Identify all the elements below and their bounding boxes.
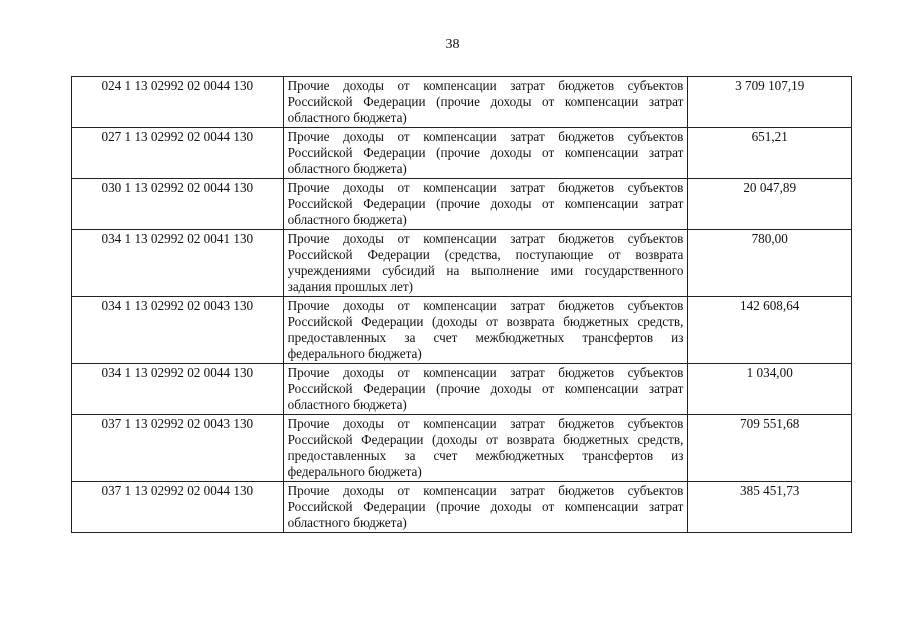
- revenue-description: Прочие доходы от компенсации затрат бюджетов субъектов Российской Федерации (доходы от возврата бюджетных средств, предоставленных за счет межбюджетных трансфертов из федерального бюджета): [283, 297, 688, 364]
- revenue-description: Прочие доходы от компенсации затрат бюджетов субъектов Российской Федерации (прочие доходы от компенсации затрат областного бюджета): [283, 364, 688, 415]
- table-row: [72, 128, 852, 179]
- revenue-amount: 709 551,68: [688, 415, 852, 482]
- table-row: [72, 415, 852, 482]
- table-row: [72, 297, 852, 364]
- revenue-amount: 142 608,64: [688, 297, 852, 364]
- revenue-description: Прочие доходы от компенсации затрат бюджетов субъектов Российской Федерации (прочие доходы от компенсации затрат областного бюджета): [283, 128, 688, 179]
- revenue-description: Прочие доходы от компенсации затрат бюджетов субъектов Российской Федерации (средства, поступающие от возврата учреждениями субсидий на выполнение ими государственного задания прошлых лет): [283, 230, 688, 297]
- page-number: 38: [445, 37, 460, 52]
- budget-code: 037 1 13 02992 02 0043 130: [72, 415, 284, 482]
- budget-code: 034 1 13 02992 02 0041 130: [72, 230, 284, 297]
- budget-code: 037 1 13 02992 02 0044 130: [72, 482, 284, 533]
- budget-code: 030 1 13 02992 02 0044 130: [72, 179, 284, 230]
- table-row: [72, 364, 852, 415]
- budget-code: 027 1 13 02992 02 0044 130: [72, 128, 284, 179]
- table-row: [72, 482, 852, 533]
- revenue-amount: 3 709 107,19: [688, 77, 852, 128]
- revenue-description: Прочие доходы от компенсации затрат бюджетов субъектов Российской Федерации (прочие доходы от компенсации затрат областного бюджета): [283, 482, 688, 533]
- budget-code: 034 1 13 02992 02 0044 130: [72, 364, 284, 415]
- revenue-amount: 780,00: [688, 230, 852, 297]
- budget-code: 034 1 13 02992 02 0043 130: [72, 297, 284, 364]
- revenue-amount: 1 034,00: [688, 364, 852, 415]
- table-row: [72, 77, 852, 128]
- revenue-amount: 651,21: [688, 128, 852, 179]
- table-row: [72, 179, 852, 230]
- budget-code: 024 1 13 02992 02 0044 130: [72, 77, 284, 128]
- revenue-description: Прочие доходы от компенсации затрат бюджетов субъектов Российской Федерации (доходы от возврата бюджетных средств, предоставленных за счет межбюджетных трансфертов из федерального бюджета): [283, 415, 688, 482]
- revenue-description: Прочие доходы от компенсации затрат бюджетов субъектов Российской Федерации (прочие доходы от компенсации затрат областного бюджета): [283, 179, 688, 230]
- budget-revenue-table: [71, 76, 852, 533]
- revenue-amount: 20 047,89: [688, 179, 852, 230]
- table-row: [72, 230, 852, 297]
- revenue-description: Прочие доходы от компенсации затрат бюджетов субъектов Российской Федерации (прочие доходы от компенсации затрат областного бюджета): [283, 77, 688, 128]
- revenue-amount: 385 451,73: [688, 482, 852, 533]
